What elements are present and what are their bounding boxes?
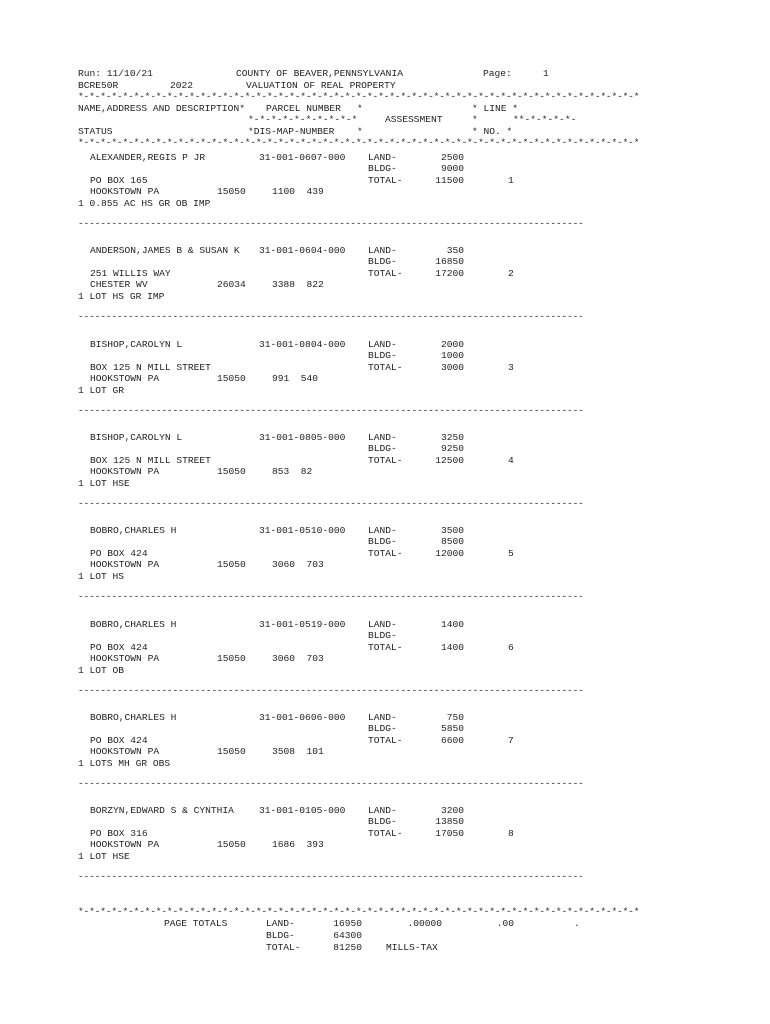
subheader-rule-right: **-*-*-*-*- bbox=[513, 114, 577, 125]
property-description: 1 LOT GR bbox=[78, 385, 125, 396]
zip-code: 15050 bbox=[217, 186, 246, 197]
city-state: HOOKSTOWN PA bbox=[90, 466, 160, 477]
parcel-number: 31-001-0604-000 bbox=[259, 245, 346, 256]
page-totals-label: PAGE TOTALS bbox=[164, 918, 228, 929]
address-line: PO BOX 165 bbox=[90, 175, 148, 186]
city-state: HOOKSTOWN PA bbox=[90, 746, 160, 757]
deed-book-page: 3508 101 bbox=[272, 746, 324, 757]
zip-code: 15050 bbox=[217, 466, 246, 477]
address-line: PO BOX 424 bbox=[90, 735, 148, 746]
column-no-header: * NO. * bbox=[472, 126, 513, 137]
total-label: TOTAL- bbox=[368, 735, 403, 746]
total-value: 12000 bbox=[435, 548, 464, 559]
property-description: 1 0.855 AC HS GR OB IMP bbox=[78, 198, 211, 209]
column-separator: * bbox=[472, 114, 478, 125]
zip-code: 15050 bbox=[217, 746, 246, 757]
land-label: LAND- bbox=[368, 245, 397, 256]
total-value: 12500 bbox=[435, 455, 464, 466]
column-name-header: NAME,ADDRESS AND DESCRIPTION* bbox=[78, 103, 245, 114]
deed-book-page: 1686 393 bbox=[272, 839, 324, 850]
parcel-number: 31-001-0607-000 bbox=[259, 152, 346, 163]
mills-tax-label: MILLS-TAX bbox=[386, 942, 438, 953]
total-label: TOTAL- bbox=[368, 642, 403, 653]
land-label: LAND- bbox=[368, 432, 397, 443]
deed-book-page: 853 82 bbox=[272, 466, 313, 477]
address-line: PO BOX 424 bbox=[90, 548, 148, 559]
bldg-label: BLDG- bbox=[368, 163, 397, 174]
totals-star-rule: *-*-*-*-*-*-*-*-*-*-*-*-*-*-*-*-*-*-*-*-*-*-*-*-*-*-*-*-*-*-*-*-*-*-*-*-*-*-*-*-*-*-*-*-*-*-*-*-*-*-* bbox=[78, 906, 640, 917]
line-number: 7 bbox=[508, 735, 514, 746]
bldg-label: BLDG- bbox=[368, 723, 397, 734]
address-line: PO BOX 316 bbox=[90, 828, 148, 839]
bldg-label: BLDG- bbox=[368, 350, 397, 361]
county-name: COUNTY OF BEAVER,PENNSYLVANIA bbox=[236, 68, 403, 79]
record-separator: ------------------------------------------------------------------------------------------- bbox=[78, 405, 584, 416]
deed-book-page: 3060 703 bbox=[272, 559, 324, 570]
header-star-rule: *-*-*-*-*-*-*-*-*-*-*-*-*-*-*-*-*-*-*-*-*-*-*-*-*-*-*-*-*-*-*-*-*-*-*-*-*-*-*-*-*-*-*-*-*-*-*-*-*-*-* bbox=[78, 137, 640, 148]
total-value: 6600 bbox=[440, 735, 464, 746]
totals-land-value: 16950 bbox=[333, 918, 362, 929]
totals-tax: .00 bbox=[496, 918, 514, 929]
total-label: TOTAL- bbox=[368, 828, 403, 839]
header-star-rule: *-*-*-*-*-*-*-*-*-*-*-*-*-*-*-*-*-*-*-*-*-*-*-*-*-*-*-*-*-*-*-*-*-*-*-*-*-*-*-*-*-*-*-*-*-*-*-*-*-*-* bbox=[78, 91, 640, 102]
land-value: 2000 bbox=[440, 339, 464, 350]
property-description: 1 LOT HS bbox=[78, 571, 125, 582]
city-state: HOOKSTOWN PA bbox=[90, 559, 160, 570]
total-label: TOTAL- bbox=[368, 548, 403, 559]
column-status-header: STATUS bbox=[78, 126, 113, 137]
bldg-label: BLDG- bbox=[368, 256, 397, 267]
total-label: TOTAL- bbox=[368, 175, 403, 186]
address-line: BOX 125 N MILL STREET bbox=[90, 362, 211, 373]
owner-name: BISHOP,CAROLYN L bbox=[90, 432, 183, 443]
page-number: 1 bbox=[543, 68, 549, 79]
column-line-header: * LINE * bbox=[472, 103, 519, 114]
deed-book-page: 3388 822 bbox=[272, 279, 324, 290]
column-parcel-header: PARCEL NUMBER bbox=[266, 103, 341, 114]
land-label: LAND- bbox=[368, 525, 397, 536]
owner-name: BOBRO,CHARLES H bbox=[90, 712, 177, 723]
bldg-value: 8500 bbox=[440, 536, 464, 547]
land-label: LAND- bbox=[368, 712, 397, 723]
property-description: 1 LOT HS GR IMP bbox=[78, 291, 165, 302]
bldg-label: BLDG- bbox=[368, 816, 397, 827]
land-value: 1400 bbox=[440, 619, 464, 630]
record-separator: ------------------------------------------------------------------------------------------- bbox=[78, 591, 584, 602]
record-separator: ------------------------------------------------------------------------------------------- bbox=[78, 218, 584, 229]
owner-name: BORZYN,EDWARD S & CYNTHIA bbox=[90, 805, 234, 816]
report-year: 2022 bbox=[170, 80, 194, 91]
record-separator: ------------------------------------------------------------------------------------------- bbox=[78, 498, 584, 509]
parcel-number: 31-001-0804-000 bbox=[259, 339, 346, 350]
parcel-number: 31-001-0105-000 bbox=[259, 805, 346, 816]
record-separator: ------------------------------------------------------------------------------------------- bbox=[78, 311, 584, 322]
totals-bldg-label: BLDG- bbox=[266, 930, 295, 941]
bldg-value: 5850 bbox=[440, 723, 464, 734]
property-description: 1 LOT HSE bbox=[78, 478, 130, 489]
zip-code: 15050 bbox=[217, 559, 246, 570]
bldg-value: 9000 bbox=[440, 163, 464, 174]
page-label: Page: bbox=[483, 68, 512, 79]
city-state: HOOKSTOWN PA bbox=[90, 839, 160, 850]
total-value: 17050 bbox=[435, 828, 464, 839]
column-assessment-header: ASSESSMENT bbox=[385, 114, 443, 125]
report-title: VALUATION OF REAL PROPERTY bbox=[246, 80, 396, 91]
total-value: 3000 bbox=[440, 362, 464, 373]
report-id: BCRE50R bbox=[78, 80, 119, 91]
zip-code: 15050 bbox=[217, 839, 246, 850]
parcel-number: 31-001-0606-000 bbox=[259, 712, 346, 723]
total-label: TOTAL- bbox=[368, 268, 403, 279]
total-value: 1400 bbox=[440, 642, 464, 653]
land-value: 750 bbox=[446, 712, 464, 723]
city-state: HOOKSTOWN PA bbox=[90, 653, 160, 664]
property-description: 1 LOTS MH GR OBS bbox=[78, 758, 171, 769]
column-separator: * bbox=[357, 103, 363, 114]
bldg-value: 9250 bbox=[440, 443, 464, 454]
line-number: 5 bbox=[508, 548, 514, 559]
total-label: TOTAL- bbox=[368, 455, 403, 466]
parcel-number: 31-001-0519-000 bbox=[259, 619, 346, 630]
totals-bldg-value: 64300 bbox=[333, 930, 362, 941]
land-value: 3200 bbox=[440, 805, 464, 816]
land-label: LAND- bbox=[368, 152, 397, 163]
line-number: 8 bbox=[508, 828, 514, 839]
total-value: 17200 bbox=[435, 268, 464, 279]
city-state: HOOKSTOWN PA bbox=[90, 373, 160, 384]
land-value: 350 bbox=[446, 245, 464, 256]
land-value: 3500 bbox=[440, 525, 464, 536]
record-separator: ------------------------------------------------------------------------------------------- bbox=[78, 871, 584, 882]
address-line: PO BOX 424 bbox=[90, 642, 148, 653]
zip-code: 26034 bbox=[217, 279, 246, 290]
totals-rate: .00000 bbox=[407, 918, 442, 929]
line-number: 1 bbox=[508, 175, 514, 186]
deed-book-page: 1100 439 bbox=[272, 186, 324, 197]
address-line: BOX 125 N MILL STREET bbox=[90, 455, 211, 466]
line-number: 4 bbox=[508, 455, 514, 466]
record-separator: ------------------------------------------------------------------------------------------- bbox=[78, 685, 584, 696]
line-number: 2 bbox=[508, 268, 514, 279]
bldg-label: BLDG- bbox=[368, 443, 397, 454]
bldg-value: 13850 bbox=[435, 816, 464, 827]
totals-land-label: LAND- bbox=[266, 918, 295, 929]
total-value: 11500 bbox=[435, 175, 464, 186]
owner-name: ANDERSON,JAMES B & SUSAN K bbox=[90, 245, 240, 256]
land-label: LAND- bbox=[368, 619, 397, 630]
city-state: HOOKSTOWN PA bbox=[90, 186, 160, 197]
owner-name: BISHOP,CAROLYN L bbox=[90, 339, 183, 350]
land-value: 2500 bbox=[440, 152, 464, 163]
subheader-rule-left: *-*-*-*-*-*-*-*-*-* bbox=[248, 114, 358, 125]
run-date: Run: 11/10/21 bbox=[78, 68, 153, 79]
land-label: LAND- bbox=[368, 339, 397, 350]
line-number: 6 bbox=[508, 642, 514, 653]
deed-book-page: 3060 703 bbox=[272, 653, 324, 664]
land-value: 3250 bbox=[440, 432, 464, 443]
owner-name: ALEXANDER,REGIS P JR bbox=[90, 152, 206, 163]
bldg-value: 1000 bbox=[440, 350, 464, 361]
line-number: 3 bbox=[508, 362, 514, 373]
land-label: LAND- bbox=[368, 805, 397, 816]
record-separator: ------------------------------------------------------------------------------------------- bbox=[78, 778, 584, 789]
parcel-number: 31-001-0805-000 bbox=[259, 432, 346, 443]
column-dismap-header: *DIS-MAP-NUMBER bbox=[248, 126, 335, 137]
total-label: TOTAL- bbox=[368, 362, 403, 373]
bldg-label: BLDG- bbox=[368, 630, 397, 641]
column-separator: * bbox=[357, 126, 363, 137]
bldg-label: BLDG- bbox=[368, 536, 397, 547]
parcel-number: 31-001-0510-000 bbox=[259, 525, 346, 536]
deed-book-page: 991 540 bbox=[272, 373, 319, 384]
owner-name: BOBRO,CHARLES H bbox=[90, 619, 177, 630]
owner-name: BOBRO,CHARLES H bbox=[90, 525, 177, 536]
property-description: 1 LOT HSE bbox=[78, 851, 130, 862]
bldg-value: 16850 bbox=[435, 256, 464, 267]
property-description: 1 LOT OB bbox=[78, 665, 125, 676]
address-line: 251 WILLIS WAY bbox=[90, 268, 171, 279]
totals-trailing-dot: . bbox=[574, 918, 580, 929]
zip-code: 15050 bbox=[217, 373, 246, 384]
totals-total-label: TOTAL- bbox=[266, 942, 301, 953]
zip-code: 15050 bbox=[217, 653, 246, 664]
totals-total-value: 81250 bbox=[333, 942, 362, 953]
city-state: CHESTER WV bbox=[90, 279, 148, 290]
